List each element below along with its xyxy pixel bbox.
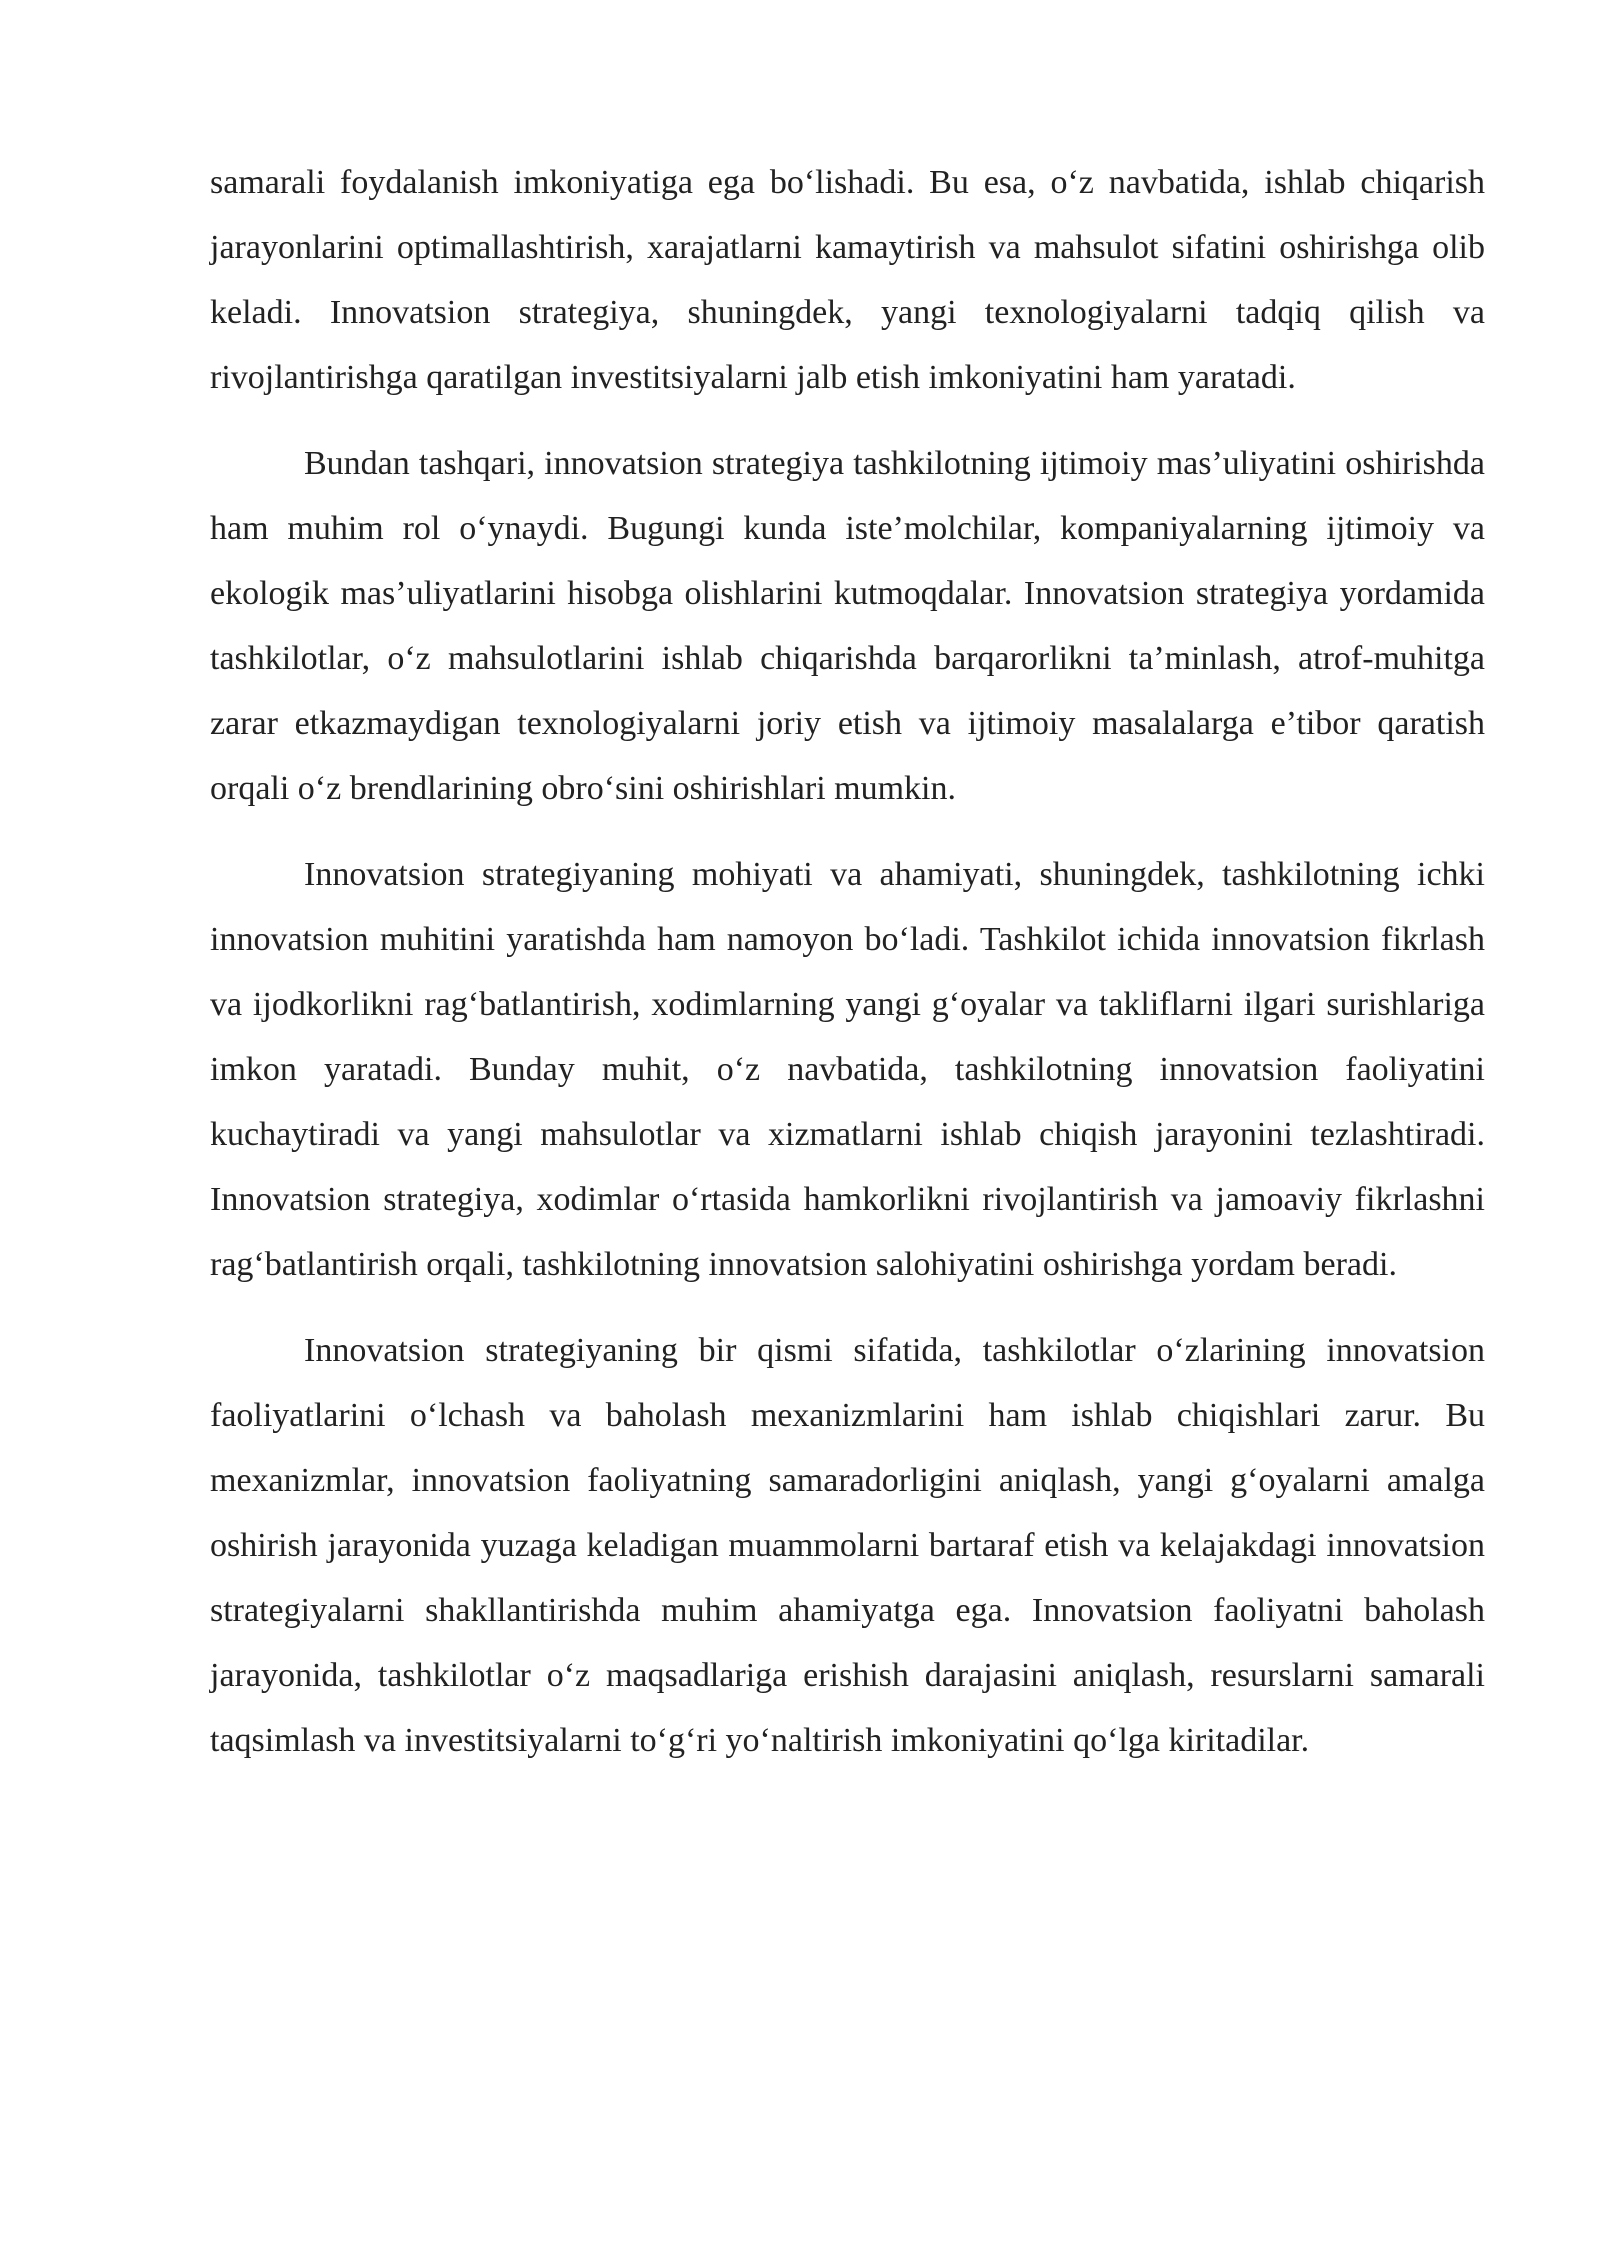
body-text <box>210 150 1485 1773</box>
paragraph-2: Bundan tashqari, innovatsion strategiya tashkilotning ijtimoiy mas’uliyatini oshirishda ham muhim rol o‘ynaydi. Bugungi kunda iste’molchilar, kompaniyalarning ijtimoiy va ekologik mas’uliyatlarini hisobga olishlarini kutmoqdalar. Innovatsion strategiya yordamida tashkilotlar, o‘z mahsulotlarini ishlab chiqarishda barqarorlikni ta’minlash, atrof-muhitga zarar etkazmaydigan texnologiyalarni joriy etish va ijtimoiy masalalarga e’tibor qaratish orqali o‘z brendlarining obro‘sini oshirishlari mumkin. <box>210 445 1485 807</box>
paragraph-3: Innovatsion strategiyaning mohiyati va ahamiyati, shuningdek, tashkilotning ichki innovatsion muhitini yaratishda ham namoyon bo‘ladi. Tashkilot ichida innovatsion fikrlash va ijodkorlikni rag‘batlantirish, xodimlarning yangi g‘oyalar va takliflarni ilgari surishlariga imkon yaratadi. Bunday muhit, o‘z navbatida, tashkilotning innovatsion faoliyatini kuchaytiradi va yangi mahsulotlar va xizmatlarni ishlab chiqish jarayonini tezlashtiradi. Innovatsion strategiya, xodimlar o‘rtasida hamkorlikni rivojlantirish va jamoaviy fikrlashni rag‘batlantirish orqali, tashkilotning innovatsion salohiyatini oshirishga yordam beradi. <box>210 856 1485 1283</box>
paragraph-4: Innovatsion strategiyaning bir qismi sifatida, tashkilotlar o‘zlarining innovatsion faoliyatlarini o‘lchash va baholash mexanizmlarini ham ishlab chiqishlari zarur. Bu mexanizmlar, innovatsion faoliyatning samaradorligini aniqlash, yangi g‘oyalarni amalga oshirish jarayonida yuzaga keladigan muammolarni bartaraf etish va kelajakdagi innovatsion strategiyalarni shakllantirishda muhim ahamiyatga ega. Innovatsion faoliyatni baholash jarayonida, tashkilotlar o‘z maqsadlariga erishish darajasini aniqlash, resurslarni samarali taqsimlash va investitsiyalarni to‘g‘ri yo‘naltirish imkoniyatini qo‘lga kiritadilar. <box>210 1332 1485 1759</box>
paragraph-1: samarali foydalanish imkoniyatiga ega bo‘lishadi. Bu esa, o‘z navbatida, ishlab chiqarish jarayonlarini optimallashtirish, xarajatlarni kamaytirish va mahsulot sifatini oshirishga olib keladi. Innovatsion strategiya, shuningdek, yangi texnologiyalarni tadqiq qilish va rivojlantirishga qaratilgan investitsiyalarni jalb etish imkoniyatini ham yaratadi. <box>210 164 1485 396</box>
